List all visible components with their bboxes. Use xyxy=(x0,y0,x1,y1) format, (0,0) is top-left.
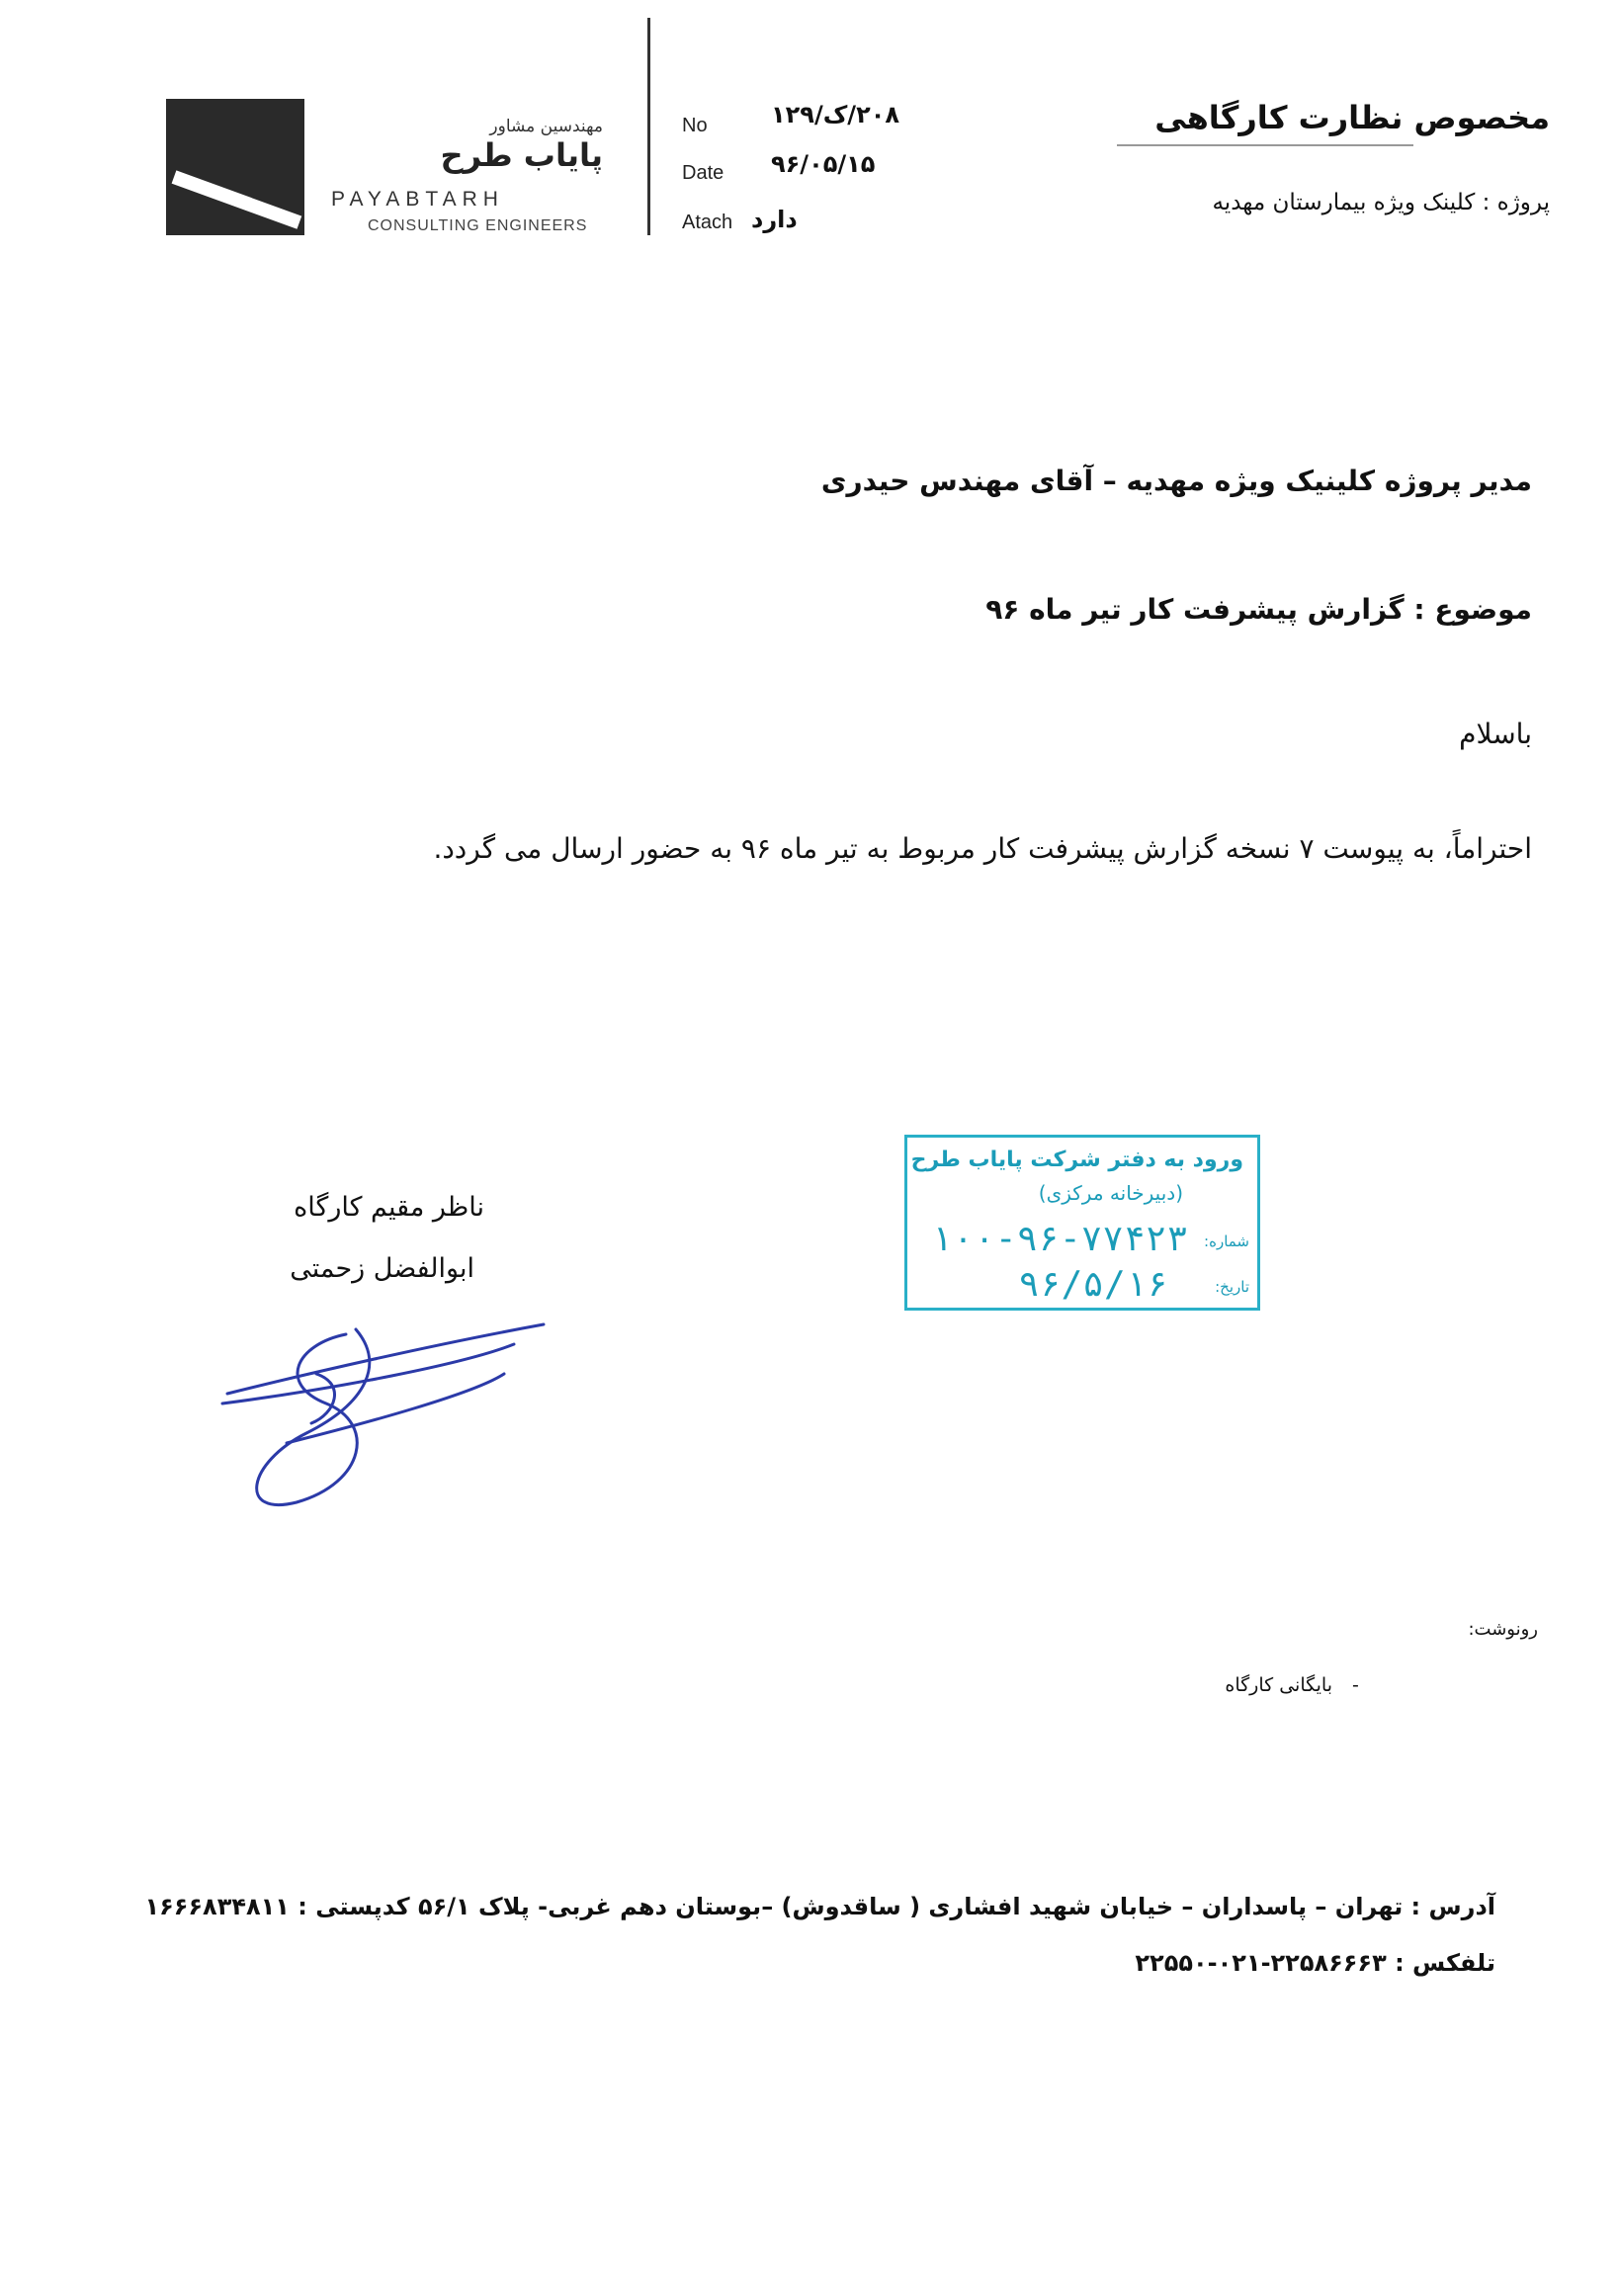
date-label: Date xyxy=(682,162,724,184)
signer-name: ابوالفضل زحمتی xyxy=(290,1253,474,1284)
attach-value: دارد xyxy=(751,206,798,233)
subject: موضوع : گزارش پیشرفت کار تیر ماه ۹۶ xyxy=(985,593,1532,626)
handwritten-signature xyxy=(217,1305,554,1522)
project-title: پروژه : کلینک ویژه بیمارستان مهدیه xyxy=(1212,190,1550,215)
no-label: No xyxy=(682,115,708,136)
header-divider xyxy=(647,18,650,235)
copies-item: بایگانی کارگاه xyxy=(1225,1674,1332,1696)
confidential-underline xyxy=(1117,144,1413,146)
logo-name-en: PAYABTARH xyxy=(331,188,504,211)
logo-tagline: مهندسین مشاور xyxy=(489,117,603,136)
stamp-title: ورود به دفتر شرکت پایاب طرح xyxy=(910,1148,1243,1172)
copies-label: رونوشت: xyxy=(1468,1619,1538,1640)
stamp-number-label: شماره: xyxy=(1204,1233,1249,1250)
stamp-subtitle: (دبیرخانه مرکزی) xyxy=(1038,1181,1183,1205)
recipient: مدیر پروژه کلینیک ویژه مهدیه – آقای مهندس حیدری xyxy=(820,465,1532,497)
receipt-stamp xyxy=(904,1135,1260,1311)
stamp-date-label: تاریخ: xyxy=(1215,1278,1249,1296)
logo-subtitle: CONSULTING ENGINEERS xyxy=(368,217,588,234)
letter-number: ۲۰۸/ک/۱۲۹ xyxy=(771,101,900,128)
confidential-label: مخصوص نظارت کارگاهی xyxy=(1154,99,1550,136)
stamp-date: ۹۶/۵/۱۶ xyxy=(1018,1264,1168,1305)
logo-name-fa: پایاب طرح xyxy=(440,136,603,174)
copies-dash: - xyxy=(1352,1674,1359,1696)
attach-label: Atach xyxy=(682,212,733,233)
greeting: باسلام xyxy=(1459,718,1532,750)
body-paragraph: احتراماً، به پیوست ۷ نسخه گزارش پیشرفت کار مربوط به تیر ماه ۹۶ به حضور ارسال می گردد. xyxy=(433,832,1532,865)
footer-telfax: تلفکس : ۲۲۵۸۶۶۶۳-۰۲۱-۲۲۵۵۰ xyxy=(1135,1949,1495,1977)
signer-title: ناظر مقیم کارگاه xyxy=(294,1192,484,1223)
letter-date: ۹۶/۰۵/۱۵ xyxy=(771,150,876,178)
stamp-number: ۱۰۰-۹۶-۷۷۴۲۳ xyxy=(930,1219,1188,1259)
footer-address: آدرس : تهران – پاسداران – خیابان شهید افشاری ( ساقدوش) –بوستان دهم غربی- پلاک ۵۶/۱ کدپستی : ۱۶۶۶۸۳۴۸۱۱ xyxy=(144,1893,1495,1920)
company-logo xyxy=(166,99,304,235)
